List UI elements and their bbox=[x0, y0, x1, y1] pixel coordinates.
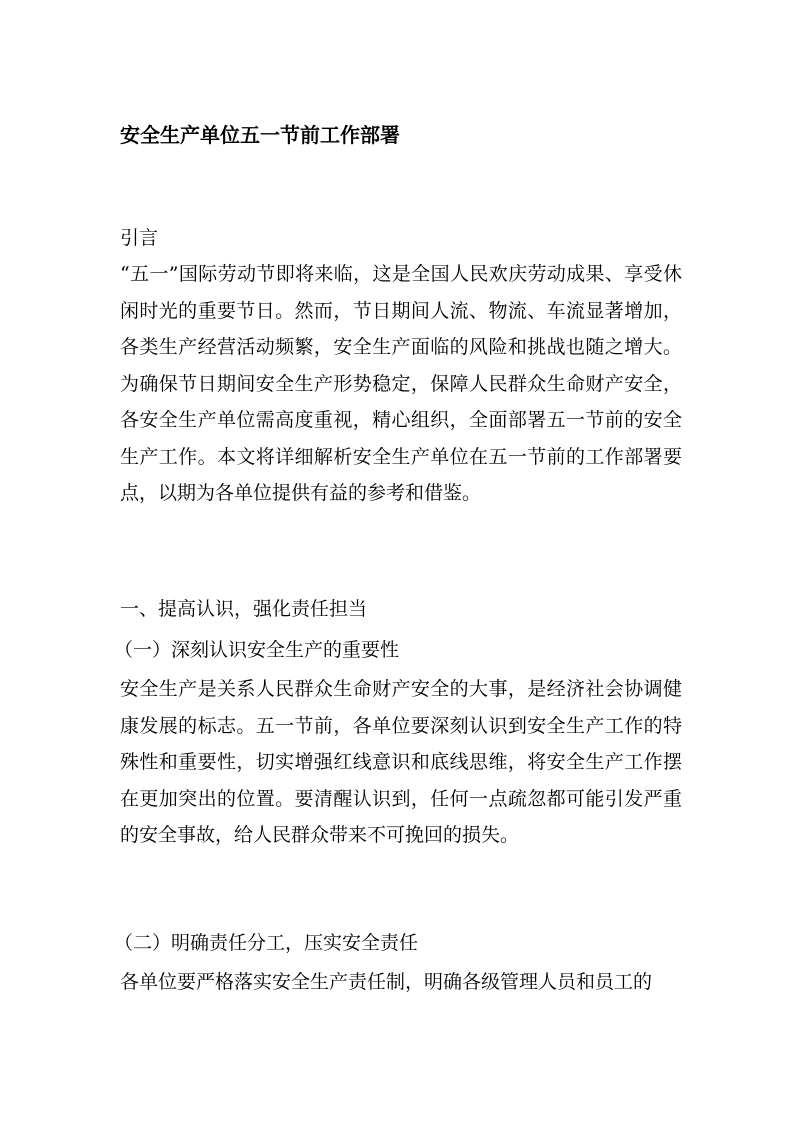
section-1-2-paragraph-block bbox=[120, 964, 682, 1001]
section-1-1-paragraph-block bbox=[120, 671, 682, 854]
intro-paragraph-block bbox=[120, 256, 682, 512]
intro-paragraph: “五一”国际劳动节即将来临，这是全国人民欢庆劳动成果、享受休闲时光的重要节日。然而，节日期间人流、物流、车流显著增加，各类生产经营活动频繁，安全生产面临的风险和挑战也随之增大。为确保节日期间安全生产形势稳定，保障人民群众生命财产安全，各安全生产单位需高度重视，精心组织，全面部署五一节前的安全生产工作。本文将详细解析安全生产单位在五一节前的工作部署要点，以期为各单位提供有益的参考和借鉴。 bbox=[120, 263, 682, 504]
section-1-1-paragraph: 安全生产是关系人民群众生命财产安全的大事，是经济社会协调健康发展的标志。五一节前，各单位要深刻认识到安全生产工作的特殊性和重要性，切实增强红线意识和底线思维，将安全生产工作摆在更加突出的位置。要清醒认识到，任何一点疏忽都可能引发严重的安全事故，给人民群众带来不可挽回的损失。 bbox=[120, 678, 682, 846]
section-1-heading: 一、提高认识，强化责任担当 bbox=[120, 598, 368, 620]
section-1-1-heading: （一）深刻认识安全生产的重要性 bbox=[114, 639, 400, 661]
section-1-2-heading: （二）明确责任分工，压实安全责任 bbox=[114, 932, 419, 954]
document-title: 安全生产单位五一节前工作部署 bbox=[120, 123, 400, 147]
intro-heading: 引言 bbox=[120, 227, 159, 249]
section-1-2-paragraph: 各单位要严格落实安全生产责任制，明确各级管理人员和员工的 bbox=[120, 971, 653, 993]
